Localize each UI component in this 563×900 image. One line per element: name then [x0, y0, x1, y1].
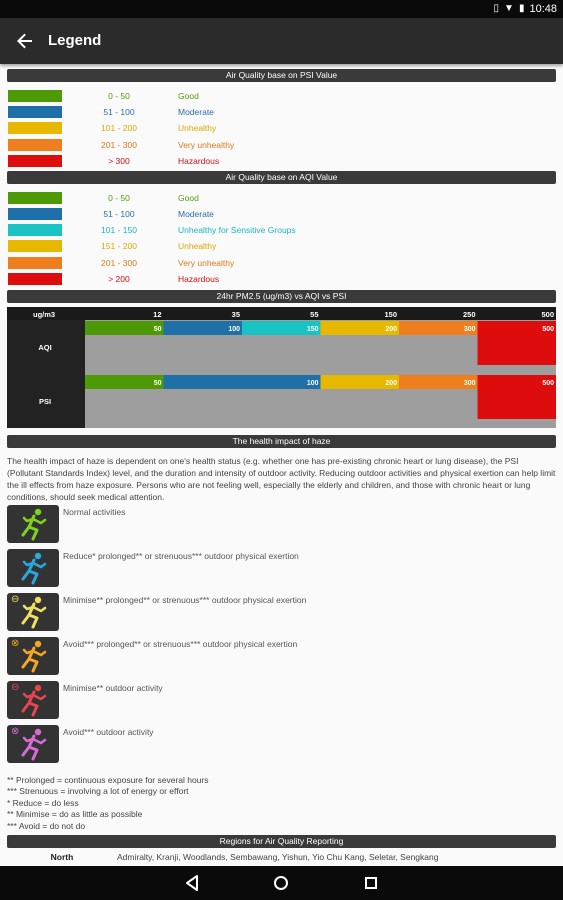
activity-row — [7, 593, 556, 635]
chart-section-header: 24hr PM2.5 (ug/m3) vs AQI vs PSI — [7, 290, 556, 303]
aqi-legend-color-swatch — [8, 224, 62, 236]
aqi-legend-range: 0 - 50 — [108, 192, 130, 203]
health-section-header: The health impact of haze — [7, 435, 556, 448]
navigation-bar — [0, 866, 563, 900]
warning-badge-icon: ⊖ — [11, 593, 20, 605]
app-bar — [0, 18, 563, 64]
pm-aqi-psi-chart — [7, 307, 556, 428]
aqi-legend-row — [7, 222, 556, 238]
chart-band-value: 500 — [542, 325, 554, 333]
arrow-left-icon — [17, 33, 33, 49]
psi-legend-label: Unhealthy — [178, 123, 217, 134]
nav-home-button[interactable] — [269, 871, 293, 895]
chart-band-value: 100 — [306, 379, 319, 387]
aqi-legend-row — [7, 206, 556, 222]
psi-legend-color-swatch — [8, 139, 62, 151]
aqi-legend-color-swatch — [8, 208, 62, 220]
psi-legend-label: Very unhealthy — [178, 139, 235, 150]
chart-pm-tick-label: 500 — [541, 309, 554, 319]
health-intro: The health impact of haze is dependent on one's health status (e.g. whether one has pre-existing chronic heart or lung disease), the PSI (Pollutant Standards Index) level, and the duration and intensity of outdoor activity. Reducing outdoor activities and physical exertion can help limit the ill effects from haze exposure. Persons who are not feeling well, especially the elderly and children, and those with chronic heart or lung conditions, should seek medical attention. — [7, 455, 556, 502]
chart-pm-tick-label: 12 — [153, 309, 162, 319]
activity-row — [7, 505, 556, 547]
aqi-legend-color-swatch — [8, 273, 62, 285]
psi-legend-color-swatch — [8, 90, 62, 102]
chart-band-value: 50 — [153, 379, 162, 387]
chart-band-value: 300 — [463, 325, 476, 333]
activity-text: Minimise** outdoor activity — [63, 682, 163, 693]
psi-legend-label: Hazardous — [178, 155, 220, 166]
psi-legend-range: 201 - 300 — [101, 139, 137, 150]
aqi-legend-color-swatch — [8, 192, 62, 204]
activity-row — [7, 681, 556, 723]
psi-legend-range: 101 - 200 — [101, 123, 137, 134]
warning-badge-icon: ⊖ — [11, 681, 20, 693]
regions-section-header: Regions for Air Quality Reporting — [7, 835, 556, 848]
activity-list — [7, 505, 556, 767]
psi-legend-color-swatch — [8, 155, 62, 167]
psi-legend-row — [7, 137, 556, 153]
activity-text: Avoid*** outdoor activity — [63, 726, 154, 737]
chart-band-value: 200 — [385, 379, 397, 387]
activity-row — [7, 725, 556, 767]
activity-text: Reduce* prolonged** or strenuous*** outdoor physical exertion — [63, 550, 299, 561]
psi-section-header: Air Quality base on PSI Value — [7, 69, 556, 82]
aqi-legend-label: Unhealthy — [178, 241, 217, 252]
activity-row — [7, 637, 556, 679]
footnote-line: *** Avoid = do not do — [7, 820, 86, 831]
aqi-section-header: Air Quality base on AQI Value — [7, 171, 556, 184]
psi-legend-range: > 300 — [108, 155, 130, 166]
footnote-line: * Reduce = do less — [7, 797, 79, 808]
triangle-back-icon — [180, 871, 204, 895]
status-time: 10:48 — [529, 3, 557, 15]
psi-legend-color-swatch — [8, 122, 62, 134]
chart-row-label: PSI — [38, 396, 52, 406]
chart-band-value: 100 — [228, 325, 240, 333]
vibrate-icon: ▯ — [493, 3, 500, 14]
status-bar — [0, 0, 563, 18]
aqi-legend-range: > 200 — [108, 273, 130, 284]
aqi-legend-color-swatch — [8, 257, 62, 269]
chart-pm-tick-label: 55 — [310, 309, 319, 319]
aqi-legend-range: 151 - 200 — [101, 241, 137, 252]
chart-band-bar — [85, 321, 164, 335]
circle-home-icon — [269, 871, 293, 895]
aqi-legend-color-swatch — [8, 240, 62, 252]
chart-pm-tick-label: 150 — [384, 309, 397, 319]
warning-badge-icon: ⊗ — [11, 637, 20, 649]
chart-band-value: 150 — [306, 325, 319, 333]
psi-legend-label: Good — [178, 91, 199, 101]
warning-badge-icon: ⊗ — [11, 725, 20, 737]
legend-content[interactable] — [0, 64, 563, 866]
aqi-legend-range: 51 - 100 — [103, 208, 135, 219]
aqi-legend-label: Hazardous — [178, 273, 220, 284]
aqi-legend-label: Moderate — [178, 208, 214, 219]
aqi-legend-range: 201 - 300 — [101, 257, 137, 268]
aqi-legend-label: Unhealthy for Sensitive Groups — [178, 225, 296, 236]
psi-legend-range: 0 - 50 — [108, 91, 130, 101]
aqi-legend-row — [7, 271, 556, 287]
aqi-legend-label: Good — [178, 192, 199, 203]
nav-recents-button[interactable] — [359, 871, 383, 895]
aqi-legend-range: 101 - 150 — [101, 225, 137, 236]
running-person-icon — [7, 637, 59, 675]
activity-text: Minimise** prolonged** or strenuous*** outdoor physical exertion — [63, 594, 307, 605]
activity-text: Avoid*** prolonged** or strenuous*** outdoor physical exertion — [63, 638, 298, 649]
back-button[interactable] — [12, 28, 38, 54]
psi-legend-range: 51 - 100 — [103, 107, 135, 118]
region-places: Admiralty, Kranji, Woodlands, Sembawang, Yishun, Yio Chu Kang, Seletar, Sengkang — [117, 852, 439, 863]
chart-unit-label: ug/m3 — [33, 309, 56, 319]
footnote-line: ** Minimise = do as little as possible — [7, 809, 143, 820]
chart-band-value: 300 — [463, 379, 476, 387]
footnote-line: *** Strenuous = involving a lot of energy or effort — [7, 786, 189, 797]
chart-pm-tick-label: 250 — [462, 309, 476, 319]
chart-pm-tick-label: 35 — [231, 309, 240, 319]
wifi-icon: ▼ — [504, 3, 514, 14]
nav-back-button[interactable] — [180, 871, 204, 895]
chart-band-bar — [85, 375, 164, 389]
chart-band-bar — [164, 375, 321, 389]
psi-legend-label: Moderate — [178, 107, 214, 118]
psi-legend-row — [7, 88, 556, 104]
region-name: North — [50, 852, 74, 863]
chart-band-value: 200 — [385, 325, 397, 333]
chart-svg — [7, 307, 556, 428]
activity-text: Normal activities — [63, 506, 126, 517]
aqi-legend-table — [7, 190, 556, 287]
psi-legend-table — [7, 88, 556, 169]
running-person-icon — [7, 681, 59, 719]
chart-row-label: AQI — [38, 342, 52, 352]
running-person-icon — [7, 549, 59, 587]
aqi-legend-row — [7, 190, 556, 206]
activity-row — [7, 549, 556, 591]
running-person-icon — [7, 725, 59, 763]
battery-icon: ▮ — [518, 3, 525, 14]
footnotes — [7, 775, 556, 833]
chart-band-value: 50 — [153, 325, 162, 333]
running-person-icon — [7, 593, 59, 631]
region-list — [7, 852, 556, 862]
aqi-legend-row — [7, 238, 556, 254]
page-title: Legend — [48, 32, 102, 49]
aqi-legend-row — [7, 255, 556, 271]
chart-band-value: 500 — [542, 379, 554, 387]
footnote-line: ** Prolonged = continuous exposure for several hours — [7, 774, 209, 785]
psi-legend-color-swatch — [8, 106, 62, 118]
square-recents-icon — [359, 871, 383, 895]
psi-legend-row — [7, 153, 556, 169]
region-row — [7, 852, 556, 862]
aqi-legend-label: Very unhealthy — [178, 257, 235, 268]
running-person-icon — [7, 505, 59, 543]
psi-legend-row — [7, 104, 556, 120]
psi-legend-row — [7, 120, 556, 136]
